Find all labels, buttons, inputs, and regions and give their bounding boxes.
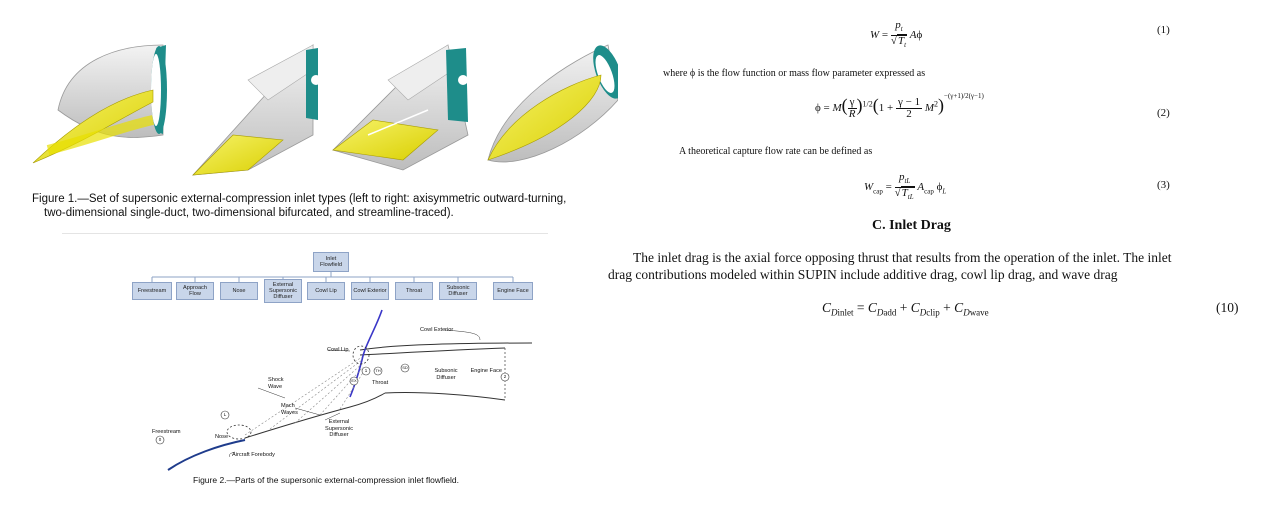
org-node-nose: Nose	[220, 282, 258, 300]
station-SD: SD	[402, 365, 408, 370]
figure1-inlet-renderings	[28, 40, 618, 182]
label-cowl-lip: Cowl Lip	[327, 347, 349, 353]
org-node-approach-flow: Approach Flow	[176, 282, 214, 300]
label-freestream: Freestream	[152, 429, 181, 435]
equation-2: ϕ = M( $\frac{\gamma}{R}$ )$^{1/2}$(1 + $\frac{\gamma - 1}{2}$ $M^2)^{-(\gamma+1)/2(\gamma-1)}$	[815, 92, 984, 120]
inlet-streamline-traced	[488, 42, 618, 162]
org-node-engine-face: Engine Face	[493, 282, 533, 300]
station-TH: TH	[375, 368, 381, 373]
label-subsonic-diffuser: Subsonic Diffuser	[434, 368, 458, 381]
org-node-external-supersonic-diffuser: External Supersonic Diffuser	[264, 279, 302, 303]
inlet-2d-bifurcated	[333, 45, 468, 170]
org-root-inlet-flowfield: Inlet Flowfield	[313, 252, 349, 272]
inlet-drag-paragraph-line1: The inlet drag is the axial force opposing thrust that results from the operation of the inlet. The inlet	[633, 250, 1172, 265]
flowfield-schematic	[150, 305, 535, 473]
equation-1: W = $\frac{p_t}{√T_t}$ Aϕ	[870, 19, 923, 50]
station-L: L	[223, 412, 227, 417]
label-external-supersonic-diffuser: External Supersonic Diffuser	[325, 419, 353, 438]
org-node-throat: Throat	[395, 282, 433, 300]
equation-2-number: (2)	[1157, 107, 1170, 119]
figure-divider	[62, 233, 548, 234]
station-1: 1	[364, 368, 368, 373]
label-cowl-exterior: Cowl Exterior	[420, 327, 454, 333]
station-EX: EX	[351, 378, 357, 383]
inlet-drag-paragraph-line2: drag contributions modeled within SUPIN include additive drag, cowl lip drag, and wave drag	[608, 267, 1118, 282]
inlet-2d-single-duct	[193, 45, 321, 175]
figure1-caption-line2: two-dimensional single-duct, two-dimensional bifurcated, and streamline-traced).	[44, 207, 454, 219]
figure1-caption	[32, 192, 612, 220]
label-shock-wave: Shock Wave	[268, 377, 284, 390]
station-0: 0	[158, 437, 162, 442]
org-node-cowl-lip: Cowl Lip	[307, 282, 345, 300]
equation-3: $W_{cap}$ = $\frac{p_{tL}}{√T_{tL}}$ $A_{cap}$ $\phi_L$	[864, 171, 947, 202]
figure2-caption: Figure 2.—Parts of the supersonic external-compression inlet flowfield.	[193, 475, 459, 485]
where-phi-text: where ϕ is the flow function or mass flow parameter expressed as	[663, 68, 926, 79]
label-throat: Throat	[372, 380, 389, 386]
figure1-caption-line1: Figure 1.—Set of supersonic external-compression inlet types (left to right: axisymmetric outward-turning,	[32, 193, 567, 205]
org-node-subsonic-diffuser: Subsonic Diffuser	[439, 282, 477, 300]
equation-10-number: (10)	[1216, 300, 1239, 315]
org-node-freestream: Freestream	[132, 282, 172, 300]
label-aircraft-forebody: Aircraft Forebody	[232, 452, 275, 458]
label-engine-face: Engine Face	[470, 368, 502, 374]
org-node-cowl-exterior: Cowl Exterior	[351, 282, 389, 300]
inlet-axisymmetric	[33, 45, 167, 163]
equation-10: $C_{Dinlet} = C_{Dadd} + C_{Dclip} + C_{Dwave}$	[822, 300, 989, 318]
label-nose: Nose	[215, 434, 229, 440]
capture-flow-text: A theoretical capture flow rate can be defined as	[679, 146, 873, 157]
equation-1-number: (1)	[1157, 24, 1170, 36]
label-mach-waves: Mach Waves	[281, 403, 298, 416]
station-2: 2	[503, 374, 507, 379]
section-heading-inlet-drag: C. Inlet Drag	[872, 218, 951, 233]
equation-3-number: (3)	[1157, 179, 1170, 191]
